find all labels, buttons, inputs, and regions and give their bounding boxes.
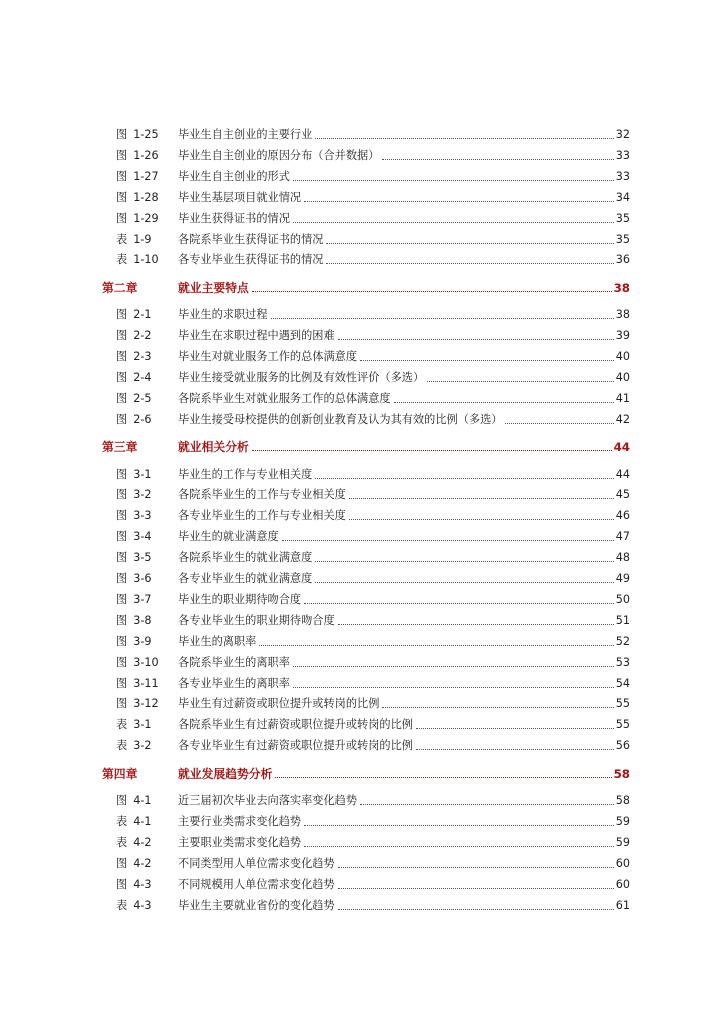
toc-title: 就业发展趋势分析 [178, 766, 273, 781]
dot-leader [394, 402, 614, 403]
dot-leader [349, 519, 614, 520]
toc-title: 各院系毕业生的工作与专业相关度 [178, 488, 346, 502]
toc-page-number: 47 [615, 530, 630, 544]
toc-page-number: 50 [615, 592, 630, 606]
entry-kind: 图 [116, 412, 128, 426]
toc-entry[interactable] [102, 367, 630, 385]
toc-entry[interactable] [102, 304, 630, 322]
entry-kind: 图 [116, 467, 128, 481]
toc-label [102, 350, 178, 364]
toc-page-number: 46 [615, 509, 630, 523]
toc-label [102, 212, 178, 226]
toc-label [102, 572, 178, 586]
entry-kind: 图 [116, 572, 128, 585]
entry-kind: 图 [116, 350, 128, 363]
dot-leader [304, 201, 614, 202]
dot-leader [315, 478, 613, 479]
toc-page-number: 35 [615, 232, 630, 246]
toc-entry[interactable] [102, 464, 630, 482]
entry-number: 2-6 [133, 412, 152, 426]
entry-number: 3-5 [133, 551, 152, 565]
toc-page-number: 36 [615, 253, 630, 267]
entry-number: 2-1 [133, 308, 152, 322]
toc-title: 毕业生的求职过程 [178, 308, 268, 322]
toc-label [102, 718, 178, 732]
chapter-label: 第三章 [102, 440, 138, 455]
toc-entry[interactable] [102, 811, 630, 829]
toc-title: 毕业生自主创业的形式 [178, 169, 290, 183]
entry-kind: 图 [116, 794, 128, 807]
entry-number: 2-4 [133, 370, 152, 384]
entry-number: 1-10 [133, 253, 159, 267]
toc-label [102, 593, 178, 607]
toc-label [102, 899, 178, 913]
toc-page-number: 40 [615, 370, 630, 384]
chapter-label: 第二章 [102, 280, 138, 295]
entry-kind: 图 [116, 856, 128, 870]
toc-label [102, 794, 178, 808]
toc-page-number: 41 [615, 391, 630, 405]
entry-kind: 图 [116, 676, 128, 690]
toc-entry[interactable] [102, 505, 630, 523]
entry-kind: 图 [116, 551, 128, 565]
entry-number: 4-1 [133, 794, 152, 807]
entry-number: 4-2 [133, 856, 152, 870]
entry-number: 3-7 [133, 592, 152, 606]
dot-leader [315, 561, 613, 562]
toc-title: 就业相关分析 [178, 440, 249, 455]
dot-leader [304, 825, 614, 826]
toc-title: 毕业生获得证书的情况 [178, 211, 290, 225]
entry-kind: 图 [116, 877, 128, 891]
entry-kind: 表 [116, 253, 128, 267]
toc-entry[interactable] [102, 693, 630, 711]
entry-number: 3-8 [133, 613, 152, 627]
toc-title: 近三届初次毕业去向落实率变化趋势 [178, 794, 358, 807]
toc-label [102, 677, 178, 691]
toc-title: 毕业生主要就业省份的变化趋势 [178, 898, 335, 912]
toc-title: 毕业生的就业满意度 [178, 530, 279, 544]
toc-label [102, 149, 178, 163]
toc-entry[interactable] [102, 547, 630, 565]
entry-kind: 图 [116, 613, 128, 627]
toc-title: 不同规模用人单位需求变化趋势 [178, 877, 335, 891]
toc-title: 各院系毕业生有过薪资或职位提升或转岗的比例 [178, 718, 413, 732]
toc-page-number: 35 [615, 211, 630, 225]
toc-entry[interactable] [102, 568, 630, 586]
entry-number: 3-11 [133, 676, 159, 690]
dot-leader [349, 498, 614, 499]
toc-label [102, 253, 178, 267]
entry-number: 2-5 [133, 391, 152, 405]
entry-kind: 图 [116, 509, 128, 523]
entry-number: 3-1 [133, 467, 152, 481]
toc-label [102, 530, 178, 544]
toc-page-number: 33 [615, 148, 630, 162]
toc-entry[interactable] [102, 124, 630, 142]
dot-leader [293, 180, 614, 181]
entry-kind: 表 [116, 718, 128, 732]
dot-leader [416, 728, 614, 729]
dot-leader [427, 381, 614, 382]
entry-number: 1-9 [133, 232, 152, 246]
toc-title: 毕业生接受就业服务的比例及有效性评价（多选） [178, 370, 425, 384]
toc-page-number: 38 [615, 308, 630, 322]
toc-entry[interactable] [102, 526, 630, 544]
toc-chapter[interactable] [102, 436, 630, 454]
entry-kind: 图 [116, 391, 128, 405]
entry-kind: 图 [116, 370, 128, 384]
toc-title: 毕业生在求职过程中遇到的困难 [178, 329, 335, 343]
entry-kind: 表 [116, 232, 128, 246]
toc-label [102, 815, 178, 829]
toc-entry[interactable] [102, 589, 630, 607]
entry-kind: 图 [116, 488, 128, 502]
entry-kind: 图 [116, 655, 128, 669]
toc-title: 不同类型用人单位需求变化趋势 [178, 856, 335, 870]
entry-number: 3-2 [133, 739, 152, 753]
entry-number: 1-28 [133, 190, 159, 204]
entry-kind: 图 [116, 592, 128, 606]
dot-leader [338, 624, 614, 625]
toc-page-number: 48 [615, 551, 630, 565]
toc-page-number: 59 [615, 835, 630, 849]
toc-title: 毕业生接受母校提供的创新创业教育及认为其有效的比例（多选） [178, 412, 503, 426]
toc-entry[interactable] [102, 790, 630, 808]
toc-title: 各院系毕业生的离职率 [178, 655, 290, 669]
toc-entry[interactable] [102, 610, 630, 628]
toc-entry[interactable] [102, 631, 630, 649]
toc-entry[interactable] [102, 187, 630, 205]
toc-entry[interactable] [102, 484, 630, 502]
dot-leader [338, 339, 614, 340]
toc-title: 各专业毕业生有过薪资或职位提升或转岗的比例 [178, 739, 413, 753]
dot-leader [293, 687, 614, 688]
toc-page-number: 58 [615, 794, 630, 807]
toc-label [102, 308, 178, 322]
toc-entry[interactable] [102, 735, 630, 753]
toc-label [102, 413, 178, 427]
dot-leader [252, 450, 612, 451]
toc-label [102, 440, 178, 454]
dot-leader [505, 423, 613, 424]
toc-title: 主要职业类需求变化趋势 [178, 835, 302, 849]
entry-number: 3-2 [133, 488, 152, 502]
toc-label [102, 128, 178, 142]
toc-label [102, 836, 178, 850]
toc-entry[interactable] [102, 325, 630, 343]
entry-number: 4-3 [133, 877, 152, 891]
dot-leader [282, 540, 614, 541]
toc-entry[interactable] [102, 346, 630, 364]
toc-title: 毕业生自主创业的原因分布（合并数据） [178, 148, 380, 162]
dot-leader [315, 138, 613, 139]
dot-leader [338, 909, 614, 910]
toc-page-number: 60 [615, 877, 630, 891]
entry-number: 1-29 [133, 211, 159, 225]
toc-label [102, 767, 178, 781]
entry-number: 1-25 [133, 128, 159, 141]
dot-leader [275, 777, 611, 778]
toc-title: 各院系毕业生的就业满意度 [178, 551, 313, 565]
toc-chapter[interactable] [102, 763, 630, 781]
dot-leader [382, 707, 613, 708]
entry-kind: 表 [116, 898, 128, 912]
dot-leader [360, 804, 614, 805]
toc-entry[interactable] [102, 249, 630, 267]
toc-label [102, 656, 178, 670]
toc-title: 各专业毕业生的工作与专业相关度 [178, 509, 346, 523]
entry-kind: 图 [116, 190, 128, 204]
toc-entry[interactable] [102, 652, 630, 670]
toc-title: 就业主要特点 [178, 280, 249, 295]
dot-leader [326, 263, 613, 264]
toc-page-number: 38 [613, 280, 630, 295]
dot-leader [293, 666, 614, 667]
toc-title: 各专业毕业生的职业期待吻合度 [178, 613, 335, 627]
toc-label [102, 329, 178, 343]
dot-leader [271, 318, 614, 319]
toc-label [102, 878, 178, 892]
entry-number: 1-26 [133, 148, 159, 162]
toc-entry[interactable] [102, 409, 630, 427]
entry-kind: 图 [116, 697, 128, 711]
entry-kind: 图 [116, 128, 128, 141]
toc-page-number: 58 [613, 766, 630, 781]
toc-entry[interactable] [102, 388, 630, 406]
toc-entry[interactable] [102, 853, 630, 871]
toc-label [102, 170, 178, 184]
toc-entry[interactable] [102, 145, 630, 163]
entry-kind: 表 [116, 739, 128, 753]
toc-label [102, 509, 178, 523]
toc-chapter[interactable] [102, 277, 630, 295]
toc-title: 毕业生对就业服务工作的总体满意度 [178, 350, 358, 363]
toc-page-number: 42 [615, 412, 630, 426]
dot-leader [360, 360, 614, 361]
toc-page-number: 40 [615, 350, 630, 363]
toc-page-number: 60 [615, 856, 630, 870]
toc-entry[interactable] [102, 874, 630, 892]
entry-kind: 图 [116, 329, 128, 343]
toc-page-number: 59 [615, 814, 630, 828]
entry-kind: 图 [116, 308, 128, 322]
toc-label [102, 551, 178, 565]
toc-page-number: 53 [615, 655, 630, 669]
dot-leader [338, 888, 614, 889]
toc-entry[interactable] [102, 166, 630, 184]
entry-number: 3-3 [133, 509, 152, 523]
toc-page-number: 55 [615, 697, 630, 711]
toc-label [102, 191, 178, 205]
entry-number: 4-3 [133, 898, 152, 912]
toc-page-number: 55 [615, 718, 630, 732]
dot-leader [252, 291, 612, 292]
entry-number: 4-2 [133, 835, 152, 849]
toc-title: 主要行业类需求变化趋势 [178, 814, 302, 828]
toc-page-number: 34 [615, 190, 630, 204]
toc-entry[interactable] [102, 714, 630, 732]
toc-label [102, 857, 178, 871]
entry-number: 2-3 [133, 350, 152, 363]
toc-title: 毕业生的工作与专业相关度 [178, 467, 313, 481]
toc-label [102, 697, 178, 711]
entry-number: 3-10 [133, 655, 159, 669]
toc-entry[interactable] [102, 229, 630, 247]
toc-label [102, 233, 178, 247]
toc-page-number: 56 [615, 739, 630, 753]
entry-number: 3-12 [133, 697, 159, 711]
entry-number: 3-4 [133, 530, 152, 544]
toc-page-number: 33 [615, 169, 630, 183]
toc-entry[interactable] [102, 832, 630, 850]
toc-page-number: 54 [615, 676, 630, 690]
entry-kind: 表 [116, 835, 128, 849]
entry-number: 3-6 [133, 572, 152, 585]
entry-number: 2-2 [133, 329, 152, 343]
toc-page-number: 44 [615, 467, 630, 481]
toc-label [102, 614, 178, 628]
chapter-label: 第四章 [102, 766, 138, 781]
entry-number: 3-9 [133, 634, 152, 648]
toc-entry[interactable] [102, 895, 630, 913]
toc-page-number: 32 [615, 128, 630, 141]
toc-title: 各院系毕业生获得证书的情况 [178, 232, 324, 246]
dot-leader [326, 243, 613, 244]
toc-page-number: 39 [615, 329, 630, 343]
toc-label [102, 281, 178, 295]
toc-title: 毕业生的离职率 [178, 634, 257, 648]
toc-label [102, 371, 178, 385]
dot-leader [304, 603, 614, 604]
toc-page-number: 44 [613, 440, 630, 455]
toc-page-number: 52 [615, 634, 630, 648]
toc-entry[interactable] [102, 673, 630, 691]
entry-kind: 图 [116, 530, 128, 544]
entry-kind: 图 [116, 148, 128, 162]
toc-label [102, 739, 178, 753]
toc-label [102, 468, 178, 482]
toc-entry[interactable] [102, 208, 630, 226]
entry-kind: 图 [116, 169, 128, 183]
dot-leader [259, 645, 613, 646]
toc-title: 毕业生基层项目就业情况 [178, 190, 302, 204]
toc-title: 各专业毕业生的就业满意度 [178, 572, 313, 585]
toc-label [102, 635, 178, 649]
toc-title: 各专业毕业生的离职率 [178, 676, 290, 690]
toc-label [102, 488, 178, 502]
toc-title: 毕业生自主创业的主要行业 [178, 128, 313, 141]
entry-kind: 图 [116, 634, 128, 648]
dot-leader [315, 582, 613, 583]
toc-title: 各院系毕业生对就业服务工作的总体满意度 [178, 391, 391, 405]
dot-leader [338, 867, 614, 868]
toc-page-number: 49 [615, 572, 630, 585]
toc-title: 各专业毕业生获得证书的情况 [178, 253, 324, 267]
dot-leader [382, 159, 613, 160]
toc-page-number: 45 [615, 488, 630, 502]
dot-leader [416, 749, 614, 750]
entry-number: 3-1 [133, 718, 152, 732]
entry-number: 1-27 [133, 169, 159, 183]
dot-leader [293, 222, 614, 223]
toc-page-number: 51 [615, 613, 630, 627]
toc-label [102, 392, 178, 406]
entry-kind: 表 [116, 814, 128, 828]
toc-page-number: 61 [615, 898, 630, 912]
toc-title: 毕业生有过薪资或职位提升或转岗的比例 [178, 697, 380, 711]
dot-leader [304, 846, 614, 847]
toc-title: 毕业生的职业期待吻合度 [178, 592, 302, 606]
entry-kind: 图 [116, 211, 128, 225]
entry-number: 4-1 [133, 814, 152, 828]
